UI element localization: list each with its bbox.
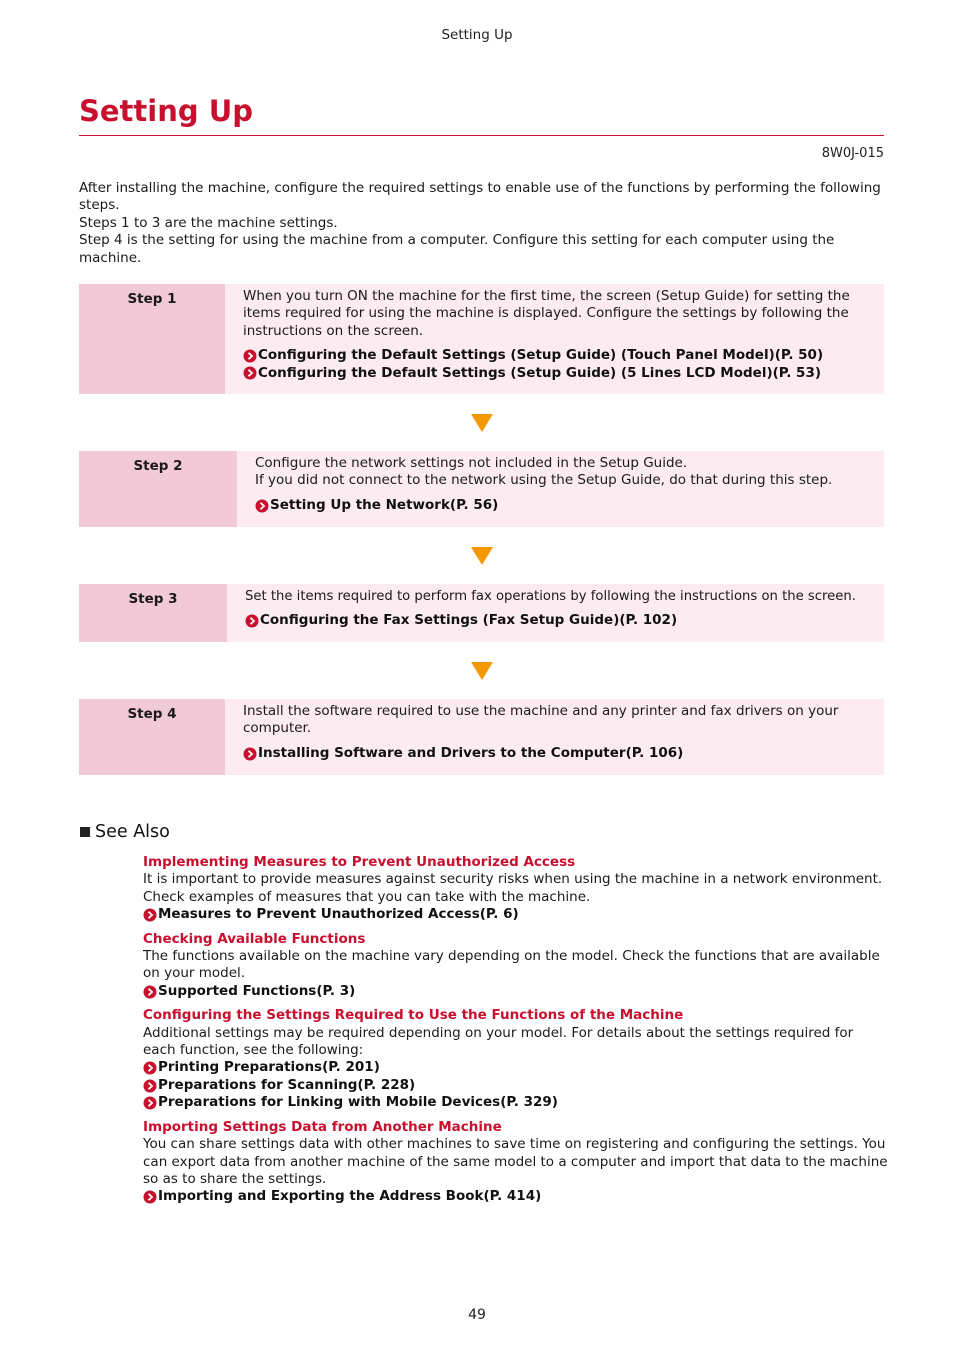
- see-also-heading-text: See Also: [95, 822, 170, 842]
- step-1-link-lcd[interactable]: [243, 365, 870, 382]
- see-also-item-description: Additional settings may be required depending on your model. For details about the settings required for each function, see the following:: [143, 1024, 854, 1059]
- see-also-item-title: Checking Available Functions: [143, 930, 366, 947]
- page-title: Setting Up: [79, 94, 254, 128]
- link-text: Preparations for Scanning(P. 228): [158, 1076, 416, 1093]
- chevron-circle-icon: [143, 908, 157, 922]
- step-1-link-touch-panel[interactable]: [243, 347, 870, 364]
- chevron-circle-icon: [143, 1079, 157, 1093]
- step-2-link-network[interactable]: [255, 497, 870, 514]
- see-also-item-title: Configuring the Settings Required to Use the Functions of the Machine: [143, 1007, 684, 1024]
- link-text: Configuring the Fax Settings (Fax Setup Guide)(P. 102): [260, 612, 678, 629]
- chevron-circle-icon: [243, 366, 257, 380]
- step-4-box: [79, 699, 884, 775]
- step-2-body: [237, 451, 884, 527]
- chevron-circle-icon: [245, 614, 259, 628]
- intro-line: Step 4 is the setting for using the machine from a computer. Configure this setting for each computer using the machine.: [79, 232, 835, 266]
- link-text: Supported Functions(P. 3): [158, 982, 356, 999]
- step-3-body: [227, 584, 884, 642]
- see-also-link[interactable]: [143, 1188, 888, 1205]
- chevron-circle-icon: [255, 499, 269, 513]
- see-also-link[interactable]: [143, 1094, 888, 1111]
- step-1-description: When you turn ON the machine for the first time, the screen (Setup Guide) for setting the items required for using the machine is displayed. Configure the settings by following the instructions on the screen.: [243, 288, 850, 339]
- step-1-body: [225, 284, 884, 394]
- down-arrow-icon: [471, 547, 493, 565]
- see-also-item: [143, 1007, 888, 1111]
- intro-line: Steps 1 to 3 are the machine settings.: [79, 214, 338, 231]
- see-also-item-description: It is important to provide measures against security risks when using the machine in a network environment. Check examples of measures that you can take with the machine.: [143, 871, 883, 905]
- see-also-item: [143, 1119, 888, 1206]
- step-4-link-software[interactable]: [243, 745, 870, 762]
- intro-line: After installing the machine, configure the required settings to enable use of the functions by performing the following steps.: [79, 180, 881, 214]
- chevron-circle-icon: [143, 1096, 157, 1110]
- step-4-body: [225, 699, 884, 775]
- down-arrow-icon: [471, 662, 493, 680]
- step-3-label: Step 3: [79, 584, 227, 642]
- page-number: 49: [468, 1307, 486, 1323]
- see-also-item: [143, 854, 888, 924]
- step-3-description: Set the items required to perform fax operations by following the instructions on the screen.: [245, 589, 856, 604]
- see-also-heading: [80, 822, 170, 842]
- link-text: Preparations for Linking with Mobile Devices(P. 329): [158, 1094, 558, 1111]
- step-4-label: Step 4: [79, 699, 225, 775]
- see-also-link[interactable]: [143, 1059, 888, 1076]
- chevron-circle-icon: [143, 1061, 157, 1075]
- chevron-circle-icon: [243, 349, 257, 363]
- see-also-item-description: You can share settings data with other machines to save time on registering and configuring the settings. You can export data from another machine of the same model to a computer and import that data to the machine so as to share the settings.: [143, 1136, 888, 1187]
- link-text: Importing and Exporting the Address Book(P. 414): [158, 1188, 542, 1205]
- link-text: Configuring the Default Settings (Setup Guide) (Touch Panel Model)(P. 50): [258, 347, 824, 364]
- step-2-description-line: If you did not connect to the network using the Setup Guide, do that during this step.: [255, 472, 833, 489]
- see-also-item-title: Importing Settings Data from Another Machine: [143, 1118, 502, 1135]
- step-3-link-fax[interactable]: [245, 612, 876, 629]
- see-also-link[interactable]: [143, 983, 888, 1000]
- running-header: Setting Up: [441, 27, 513, 43]
- step-1-box: [79, 284, 884, 394]
- link-text: Setting Up the Network(P. 56): [270, 496, 499, 513]
- link-text: Measures to Prevent Unauthorized Access(P. 6): [158, 906, 519, 923]
- see-also-item: [143, 931, 888, 1001]
- link-text: Configuring the Default Settings (Setup Guide) (5 Lines LCD Model)(P. 53): [258, 364, 822, 381]
- step-4-description: Install the software required to use the machine and any printer and fax drivers on your computer.: [243, 703, 839, 737]
- link-text: Printing Preparations(P. 201): [158, 1059, 380, 1076]
- see-also-item-title: Implementing Measures to Prevent Unauthorized Access: [143, 854, 576, 870]
- chevron-circle-icon: [143, 985, 157, 999]
- chevron-circle-icon: [143, 1190, 157, 1204]
- see-also-item-description: The functions available on the machine vary depending on the model. Check the functions that are available on your model.: [143, 948, 880, 982]
- see-also-list: [143, 854, 888, 1213]
- chevron-circle-icon: [243, 747, 257, 761]
- step-2-label: Step 2: [79, 451, 237, 527]
- link-text: Installing Software and Drivers to the Computer(P. 106): [258, 744, 684, 761]
- square-bullet-icon: [80, 827, 90, 837]
- intro-text: [79, 180, 889, 267]
- down-arrow-icon: [471, 414, 493, 432]
- step-3-box: [79, 584, 884, 642]
- step-2-description-line: Configure the network settings not included in the Setup Guide.: [255, 455, 688, 471]
- title-divider: [79, 135, 884, 136]
- step-1-label: Step 1: [79, 284, 225, 394]
- see-also-link[interactable]: [143, 906, 888, 923]
- see-also-link[interactable]: [143, 1077, 888, 1094]
- document-id: 8W0J-015: [821, 146, 884, 161]
- step-2-box: [79, 451, 884, 527]
- step-2-description: [255, 455, 870, 490]
